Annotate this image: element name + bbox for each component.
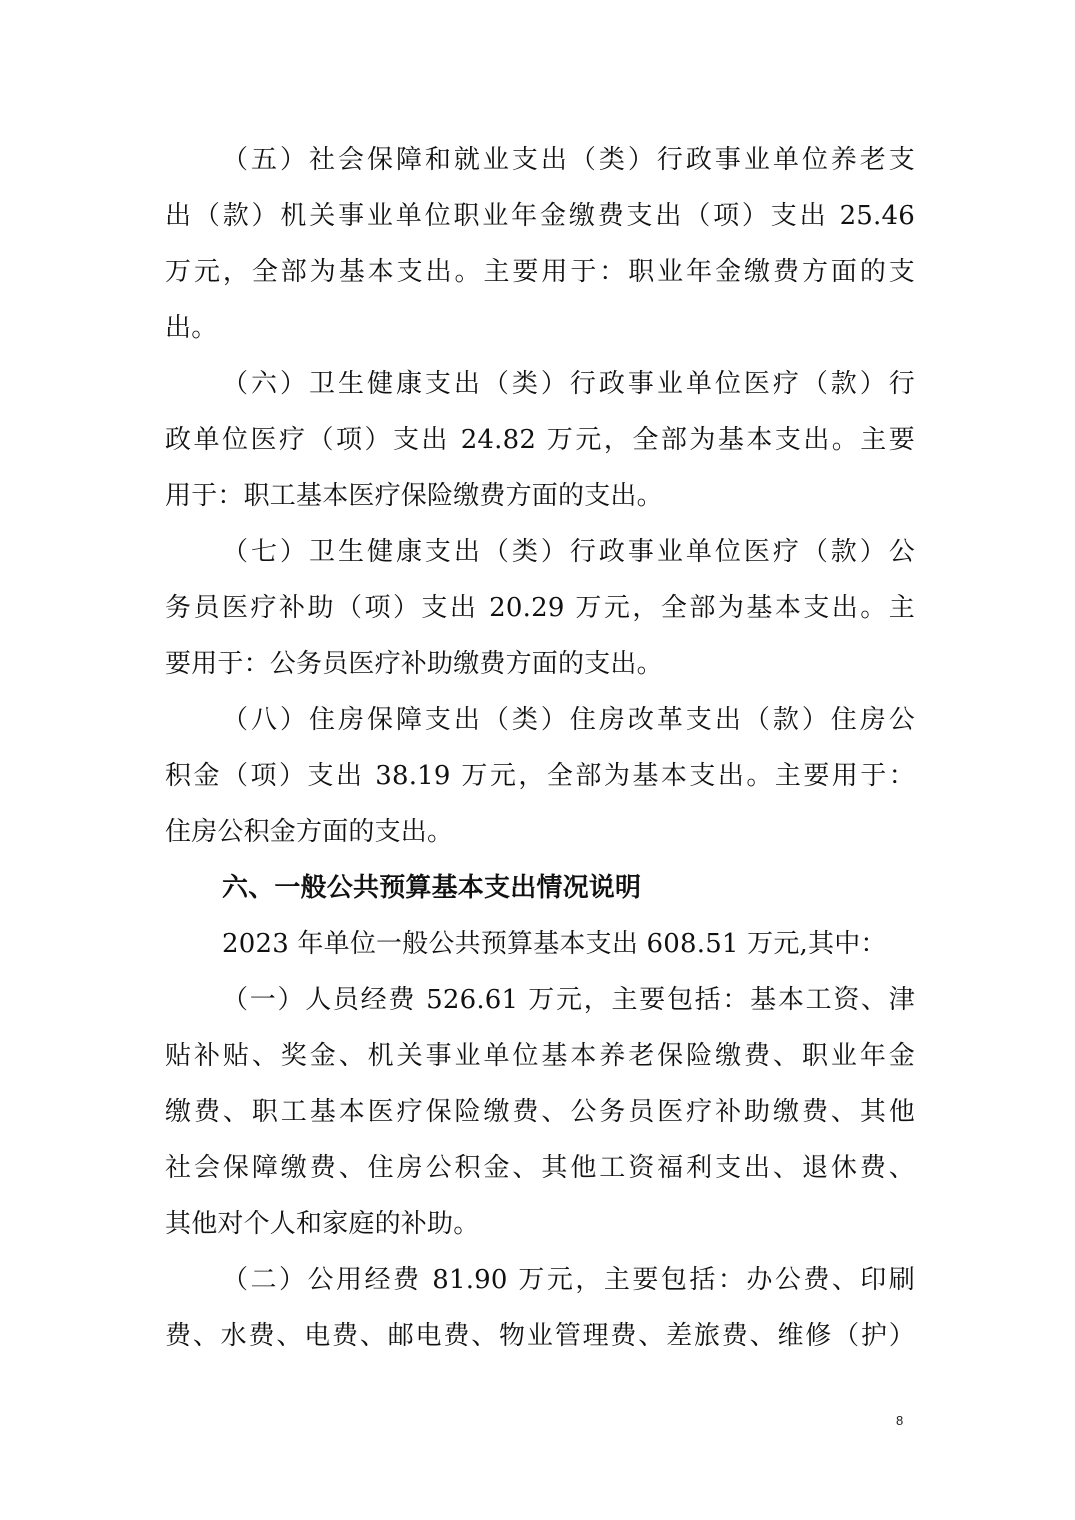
paragraph-line: 万元，全部为基本支出。主要用于：职业年金缴费方面的支: [165, 257, 915, 287]
paragraph-line: 要用于：公务员医疗补助缴费方面的支出。: [165, 649, 663, 679]
paragraph-line: 政单位医疗（项）支出 24.82 万元，全部为基本支出。主要: [165, 425, 915, 455]
paragraph-line: （六）卫生健康支出（类）行政事业单位医疗（款）行: [222, 369, 915, 399]
summary-line: 2023 年单位一般公共预算基本支出 608.51 万元,其中：: [222, 929, 887, 959]
paragraph-line: （七）卫生健康支出（类）行政事业单位医疗（款）公: [222, 537, 915, 567]
section-heading: 六、一般公共预算基本支出情况说明: [222, 873, 642, 903]
page-number: 8: [896, 1413, 904, 1428]
paragraph-line: 出。: [165, 313, 218, 343]
paragraph-line: （一）人员经费 526.61 万元，主要包括：基本工资、津: [222, 985, 915, 1015]
paragraph-line: 费、水费、电费、邮电费、物业管理费、差旅费、维修（护）: [165, 1321, 915, 1351]
paragraph-line: 社会保障缴费、住房公积金、其他工资福利支出、退休费、: [165, 1153, 915, 1183]
paragraph-line: 用于：职工基本医疗保险缴费方面的支出。: [165, 481, 663, 511]
paragraph-line: （二）公用经费 81.90 万元，主要包括：办公费、印刷: [222, 1265, 915, 1295]
paragraph-line: 住房公积金方面的支出。: [165, 817, 454, 847]
paragraph-line: 其他对个人和家庭的补助。: [165, 1209, 480, 1239]
paragraph-line: 贴补贴、奖金、机关事业单位基本养老保险缴费、职业年金: [165, 1041, 915, 1071]
paragraph-line: 出（款）机关事业单位职业年金缴费支出（项）支出 25.46: [165, 201, 915, 231]
paragraph-line: 积金（项）支出 38.19 万元，全部为基本支出。主要用于：: [165, 761, 915, 791]
paragraph-line: （五）社会保障和就业支出（类）行政事业单位养老支: [222, 145, 915, 175]
paragraph-line: 务员医疗补助（项）支出 20.29 万元，全部为基本支出。主: [165, 593, 915, 623]
paragraph-line: （八）住房保障支出（类）住房改革支出（款）住房公: [222, 705, 915, 735]
paragraph-line: 缴费、职工基本医疗保险缴费、公务员医疗补助缴费、其他: [165, 1097, 915, 1127]
